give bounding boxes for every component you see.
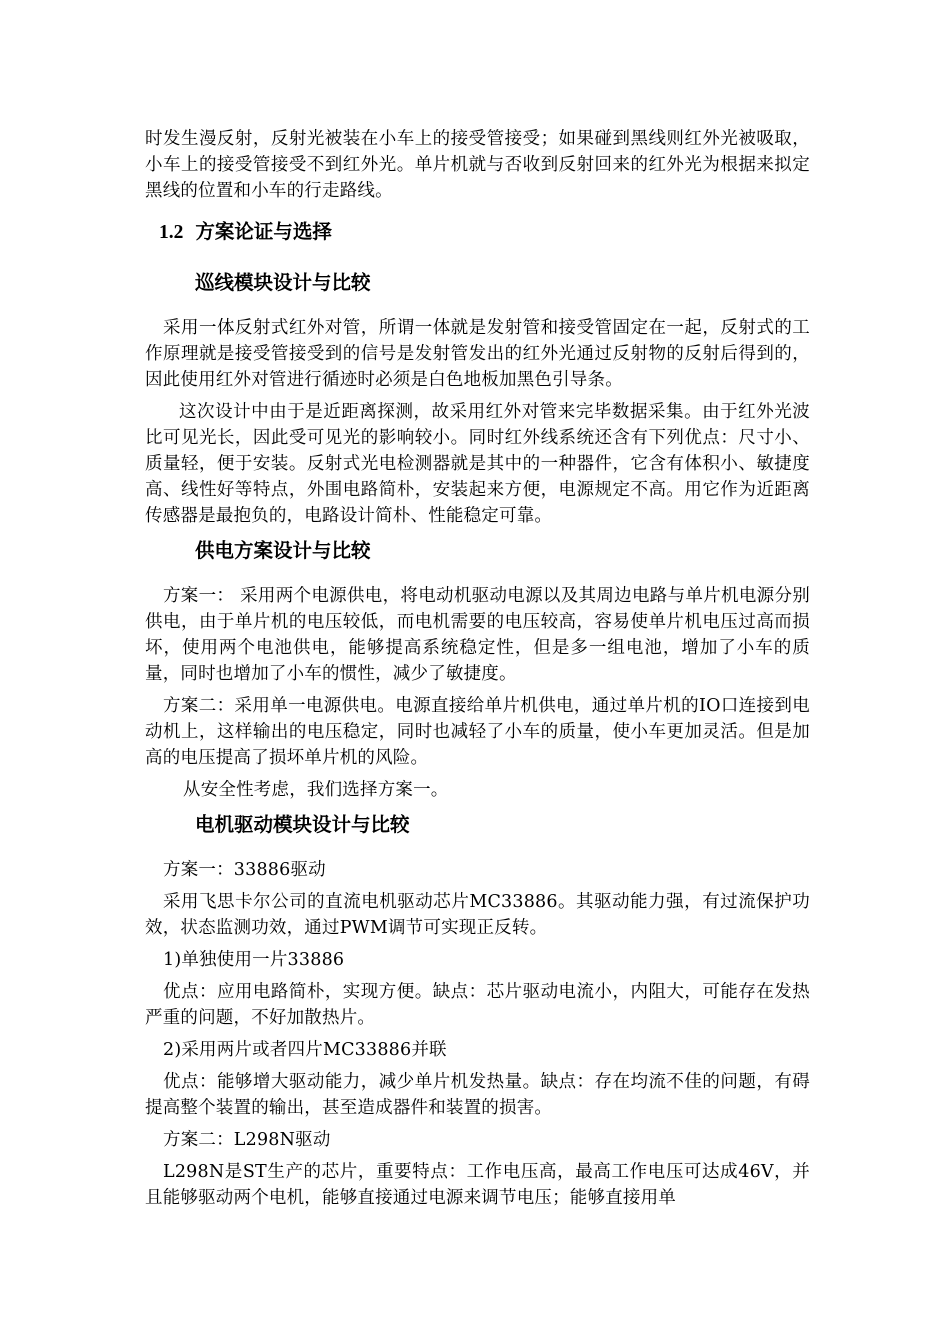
motor-module-paragraph-7: 方案二：L298N驱动 [163,1130,331,1150]
motor-module-paragraph-1: 方案一：33886驱动 [163,860,326,880]
line-module-paragraph-2: 这次设计中由于是近距离探测，故采用红外对管来完毕数据采集。由于红外光波比可见光长，因此受可见光的影响较小。同时红外线系统还含有下列优点：尺寸小、质量轻，便于安装。反射式光电检测器就是其中的一种器件，它含有体积小、敏捷度高、线性好等特点，外围电路简朴，安装起来方便，电源规定不高。用它作为近距离传感器是最抱负的，电路设计简朴、性能稳定可靠。 [145,402,810,526]
motor-module-paragraph-8: L298N是ST生产的芯片，重要特点：工作电压高，最高工作电压可达成46V，并且能够驱动两个电机，能够直接通过电源来调节电压；能够直接用单 [145,1162,810,1208]
motor-module-paragraph-3: 1)单独使用一片33886 [163,950,345,970]
page-content [145,126,810,1217]
line-module-heading: 巡线模块设计与比较 [195,271,371,294]
section-number: 1.2 [159,222,184,243]
motor-module-paragraph-2: 采用飞思卡尔公司的直流电机驱动芯片MC33886。其驱动能力强，有过流保护功效，状态监测功效，通过PWM调节可实现正反转。 [145,892,810,938]
motor-module-paragraph-5: 2)采用两片或者四片MC33886并联 [163,1040,447,1060]
power-module-heading: 供电方案设计与比较 [195,539,371,562]
power-module-paragraph-3: 从安全性考虑，我们选择方案一。 [183,780,449,800]
section-heading [145,218,810,247]
motor-module-paragraph-4: 优点：应用电路简朴，实现方便。缺点：芯片驱动电流小，内阻大，可能存在发热严重的问题，不好加散热片。 [145,982,810,1028]
motor-module-paragraph-6: 优点：能够增大驱动能力，减少单片机发热量。缺点：存在均流不佳的问题，有碍提高整个装置的输出，甚至造成器件和装置的损害。 [145,1072,810,1118]
power-module-paragraph-2: 方案二：采用单一电源供电。电源直接给单片机供电，通过单片机的IO口连接到电动机上，这样输出的电压稳定，同时也减轻了小车的质量，使小车更加灵活。但是加高的电压提高了损坏单片机的风险。 [145,696,810,768]
motor-module-heading: 电机驱动模块设计与比较 [195,813,410,836]
continuation-paragraph: 时发生漫反射，反射光被装在小车上的接受管接受；如果碰到黑线则红外光被吸取，小车上的接受管接受不到红外光。单片机就与否收到反射回来的红外光为根据来拟定黑线的位置和小车的行走路线。 [145,129,810,201]
section-title: 方案论证与选择 [195,220,332,243]
line-module-paragraph-1: 采用一体反射式红外对管，所谓一体就是发射管和接受管固定在一起，反射式的工作原理就是接受管接受到的信号是发射管发出的红外光通过反射物的反射后得到的，因此使用红外对管进行循迹时必须是白色地板加黑色引导条。 [145,318,810,390]
power-module-paragraph-1: 方案一： 采用两个电源供电，将电动机驱动电源以及其周边电路与单片机电源分别供电，由于单片机的电压较低，而电机需要的电压较高，容易使单片机电压过高而损坏，使用两个电池供电，能够提高系统稳定性，但是多一组电池，增加了小车的质量，同时也增加了小车的惯性，减少了敏捷度。 [145,586,810,684]
